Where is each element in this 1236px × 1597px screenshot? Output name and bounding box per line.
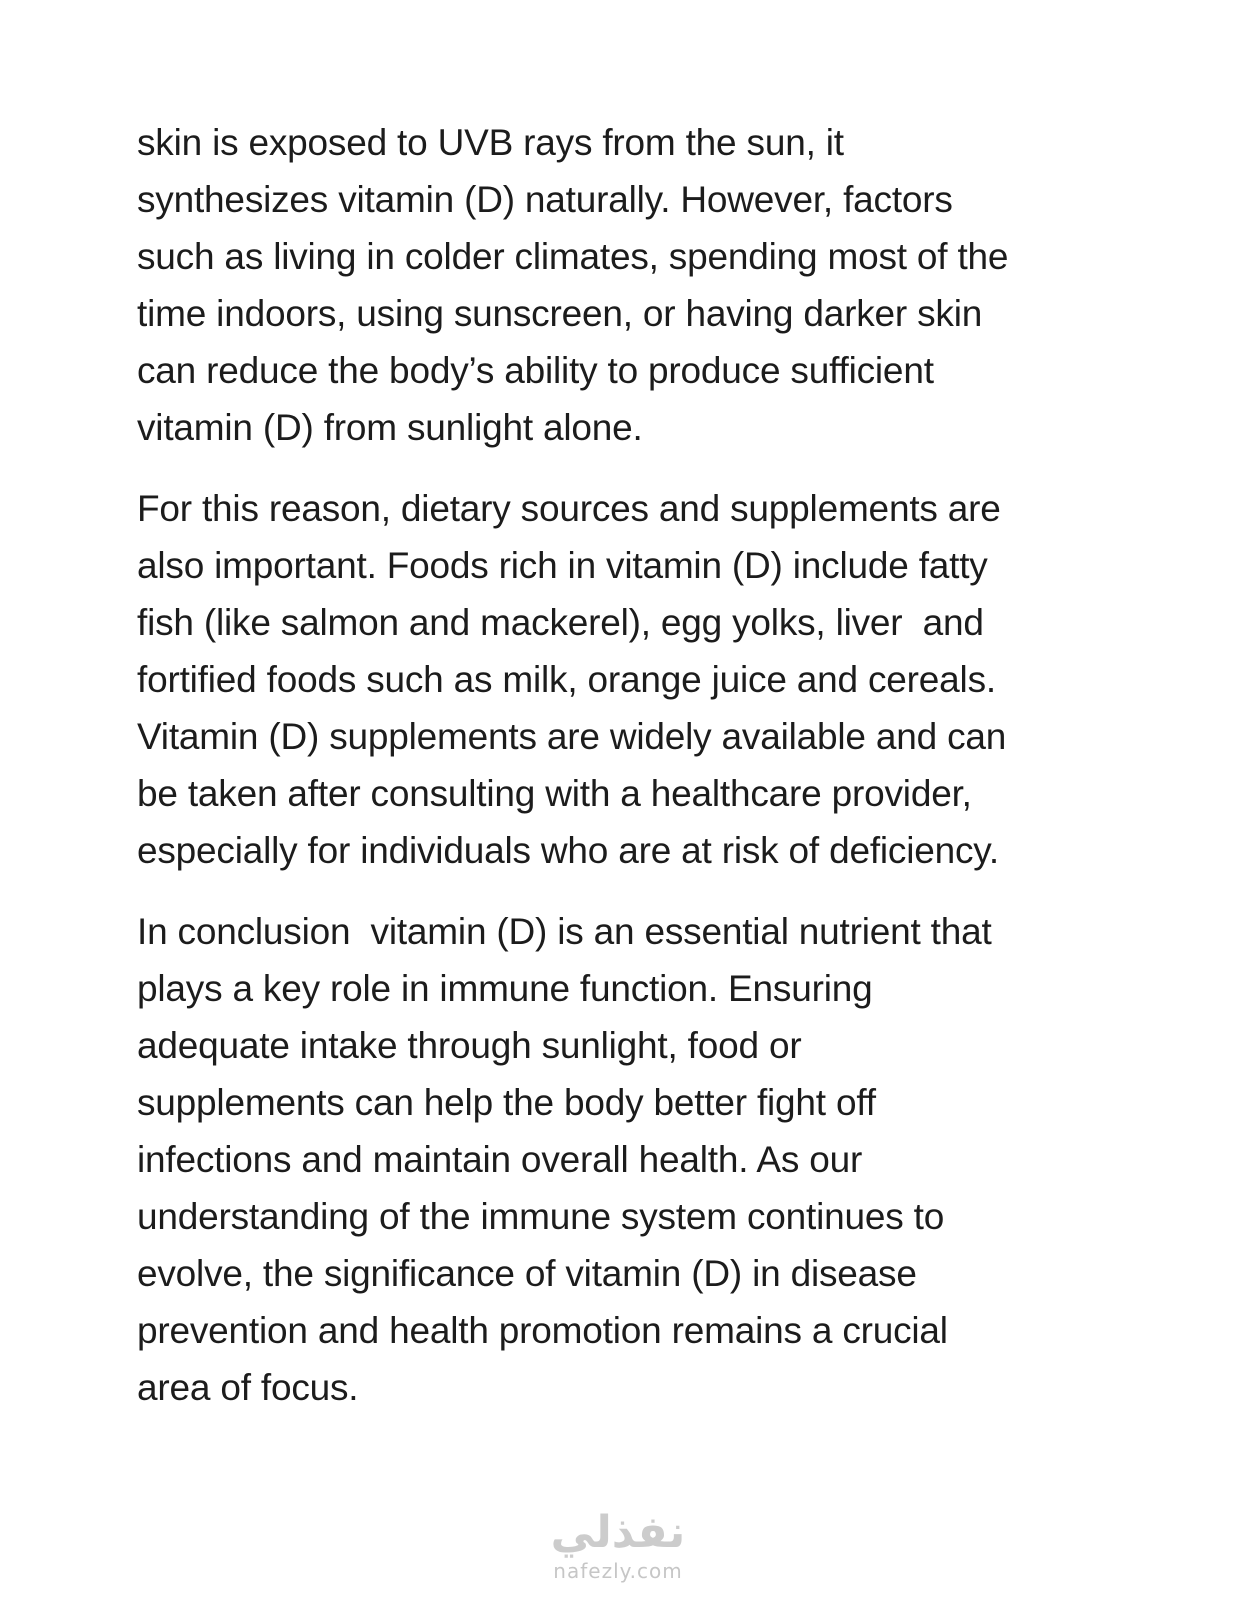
text-line: vitamin (D) from sunlight alone. [137,407,643,448]
text-line: adequate intake through sunlight, food or [137,1025,802,1066]
text-line: also important. Foods rich in vitamin (D) include fatty [137,545,988,586]
text-line: infections and maintain overall health. As our [137,1139,863,1180]
watermark-logo: نفذلي [550,1507,686,1558]
text-line: time indoors, using sunscreen, or having darker skin [137,293,983,334]
paragraph-conclusion [137,903,1097,1416]
text-line: prevention and health promotion remains a crucial [137,1310,948,1351]
text-line: plays a key role in immune function. Ensuring [137,968,873,1009]
paragraph-dietary-sources [137,480,1097,879]
text-line: area of focus. [137,1367,359,1408]
document-body [137,114,1097,1440]
text-line: understanding of the immune system continues to [137,1196,945,1237]
paragraph-sunlight [137,114,1097,456]
text-line: fortified foods such as milk, orange juice and cereals. [137,659,996,700]
text-line: be taken after consulting with a healthcare provider, [137,773,972,814]
text-line: skin is exposed to UVB rays from the sun, it [137,122,844,163]
text-line: In conclusion vitamin (D) is an essential nutrient that [137,911,992,952]
text-line: can reduce the body’s ability to produce sufficient [137,350,934,391]
text-line: For this reason, dietary sources and supplements are [137,488,1001,529]
text-line: especially for individuals who are at risk of deficiency. [137,830,999,871]
text-line: evolve, the significance of vitamin (D) in disease [137,1253,917,1294]
text-line: supplements can help the body better fight off [137,1082,876,1123]
watermark-url: nafezly.com [553,1559,683,1583]
watermark [0,1508,1236,1584]
text-line: fish (like salmon and mackerel), egg yolks, liver and [137,602,984,643]
text-line: synthesizes vitamin (D) naturally. However, factors [137,179,953,220]
text-line: such as living in colder climates, spending most of the [137,236,1009,277]
text-line: Vitamin (D) supplements are widely available and can [137,716,1007,757]
